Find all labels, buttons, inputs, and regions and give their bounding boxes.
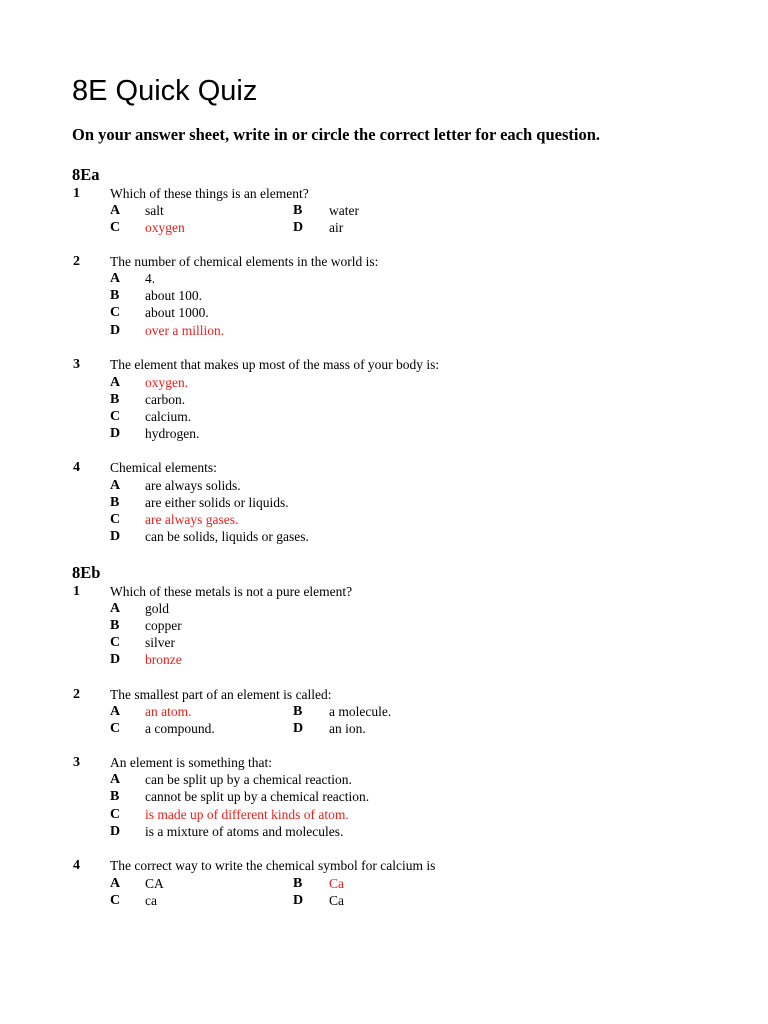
option-letter: B <box>293 704 303 719</box>
option-text-correct: oxygen. <box>145 375 189 390</box>
option-letter: B <box>110 789 120 804</box>
option-text: air <box>329 220 344 235</box>
option-letter: B <box>293 876 303 891</box>
option-text: CA <box>145 876 164 891</box>
option-letter: C <box>110 635 121 650</box>
option-text: ca <box>145 893 157 908</box>
option-letter: B <box>110 495 120 510</box>
section-heading-8eb: 8Eb <box>72 563 101 582</box>
option-letter: C <box>110 512 121 527</box>
option-letter: B <box>110 288 120 303</box>
option-text-correct: over a million. <box>145 323 225 338</box>
option-letter: D <box>110 323 121 338</box>
option-text-correct: oxygen <box>145 220 185 235</box>
page-title: 8E Quick Quiz <box>72 75 258 107</box>
question-text: An element is something that: <box>110 755 272 770</box>
option-letter: B <box>293 203 303 218</box>
option-text: cannot be split up by a chemical reaction. <box>145 789 370 804</box>
option-letter: A <box>110 772 121 787</box>
option-letter: A <box>110 375 121 390</box>
option-text-correct: an atom. <box>145 704 192 719</box>
option-text: about 100. <box>145 288 202 303</box>
option-letter: A <box>110 478 121 493</box>
option-letter: D <box>110 652 121 667</box>
option-letter: C <box>110 409 121 424</box>
option-text: are always solids. <box>145 478 241 493</box>
option-letter: C <box>110 305 121 320</box>
question-text: The number of chemical elements in the world is: <box>110 254 379 269</box>
question-number: 3 <box>73 755 80 770</box>
option-text-correct: is made up of different kinds of atom. <box>145 807 349 822</box>
option-letter: C <box>110 220 121 235</box>
option-letter: D <box>110 529 121 544</box>
option-text: 4. <box>145 271 156 286</box>
instructions: On your answer sheet, write in or circle the correct letter for each question. <box>72 125 601 144</box>
question-number: 1 <box>73 186 80 201</box>
option-text: about 1000. <box>145 305 209 320</box>
option-letter: B <box>110 392 120 407</box>
question-number: 2 <box>73 254 80 269</box>
option-text: silver <box>145 635 175 650</box>
question-text: Chemical elements: <box>110 460 217 475</box>
option-text: calcium. <box>145 409 192 424</box>
question-number: 3 <box>73 357 80 372</box>
option-text: an ion. <box>329 721 366 736</box>
option-text: salt <box>145 203 164 218</box>
option-letter: D <box>293 893 304 908</box>
question-number: 4 <box>73 460 80 475</box>
option-text: water <box>329 203 359 218</box>
option-text: hydrogen. <box>145 426 200 441</box>
option-letter: A <box>110 704 121 719</box>
question-number: 2 <box>73 687 80 702</box>
question-text: The element that makes up most of the mass of your body is: <box>110 357 440 372</box>
option-text-correct: are always gases. <box>145 512 239 527</box>
question-text: The smallest part of an element is called: <box>110 687 332 702</box>
option-text-correct: bronze <box>145 652 182 667</box>
option-letter: C <box>110 721 121 736</box>
question-text: Which of these metals is not a pure element? <box>110 584 353 599</box>
option-text: copper <box>145 618 182 633</box>
option-letter: A <box>110 271 121 286</box>
option-text: are either solids or liquids. <box>145 495 289 510</box>
option-letter: D <box>110 824 121 839</box>
section-heading-8ea: 8Ea <box>72 165 100 184</box>
option-text: a compound. <box>145 721 215 736</box>
question-text: The correct way to write the chemical symbol for calcium is <box>110 858 436 873</box>
option-letter: A <box>110 601 121 616</box>
option-letter: D <box>293 721 304 736</box>
option-letter: D <box>110 426 121 441</box>
option-text: a molecule. <box>329 704 392 719</box>
option-text: is a mixture of atoms and molecules. <box>145 824 344 839</box>
question-number: 1 <box>73 584 80 599</box>
option-text: carbon. <box>145 392 186 407</box>
option-text: can be split up by a chemical reaction. <box>145 772 352 787</box>
option-letter: C <box>110 807 121 822</box>
option-letter: D <box>293 220 304 235</box>
option-letter: C <box>110 893 121 908</box>
option-text: Ca <box>329 893 344 908</box>
option-letter: A <box>110 876 121 891</box>
option-letter: A <box>110 203 121 218</box>
question-number: 4 <box>73 858 80 873</box>
option-text: gold <box>145 601 170 616</box>
option-text: can be solids, liquids or gases. <box>145 529 309 544</box>
question-text: Which of these things is an element? <box>110 186 309 201</box>
option-text-correct: Ca <box>329 876 344 891</box>
option-letter: B <box>110 618 120 633</box>
